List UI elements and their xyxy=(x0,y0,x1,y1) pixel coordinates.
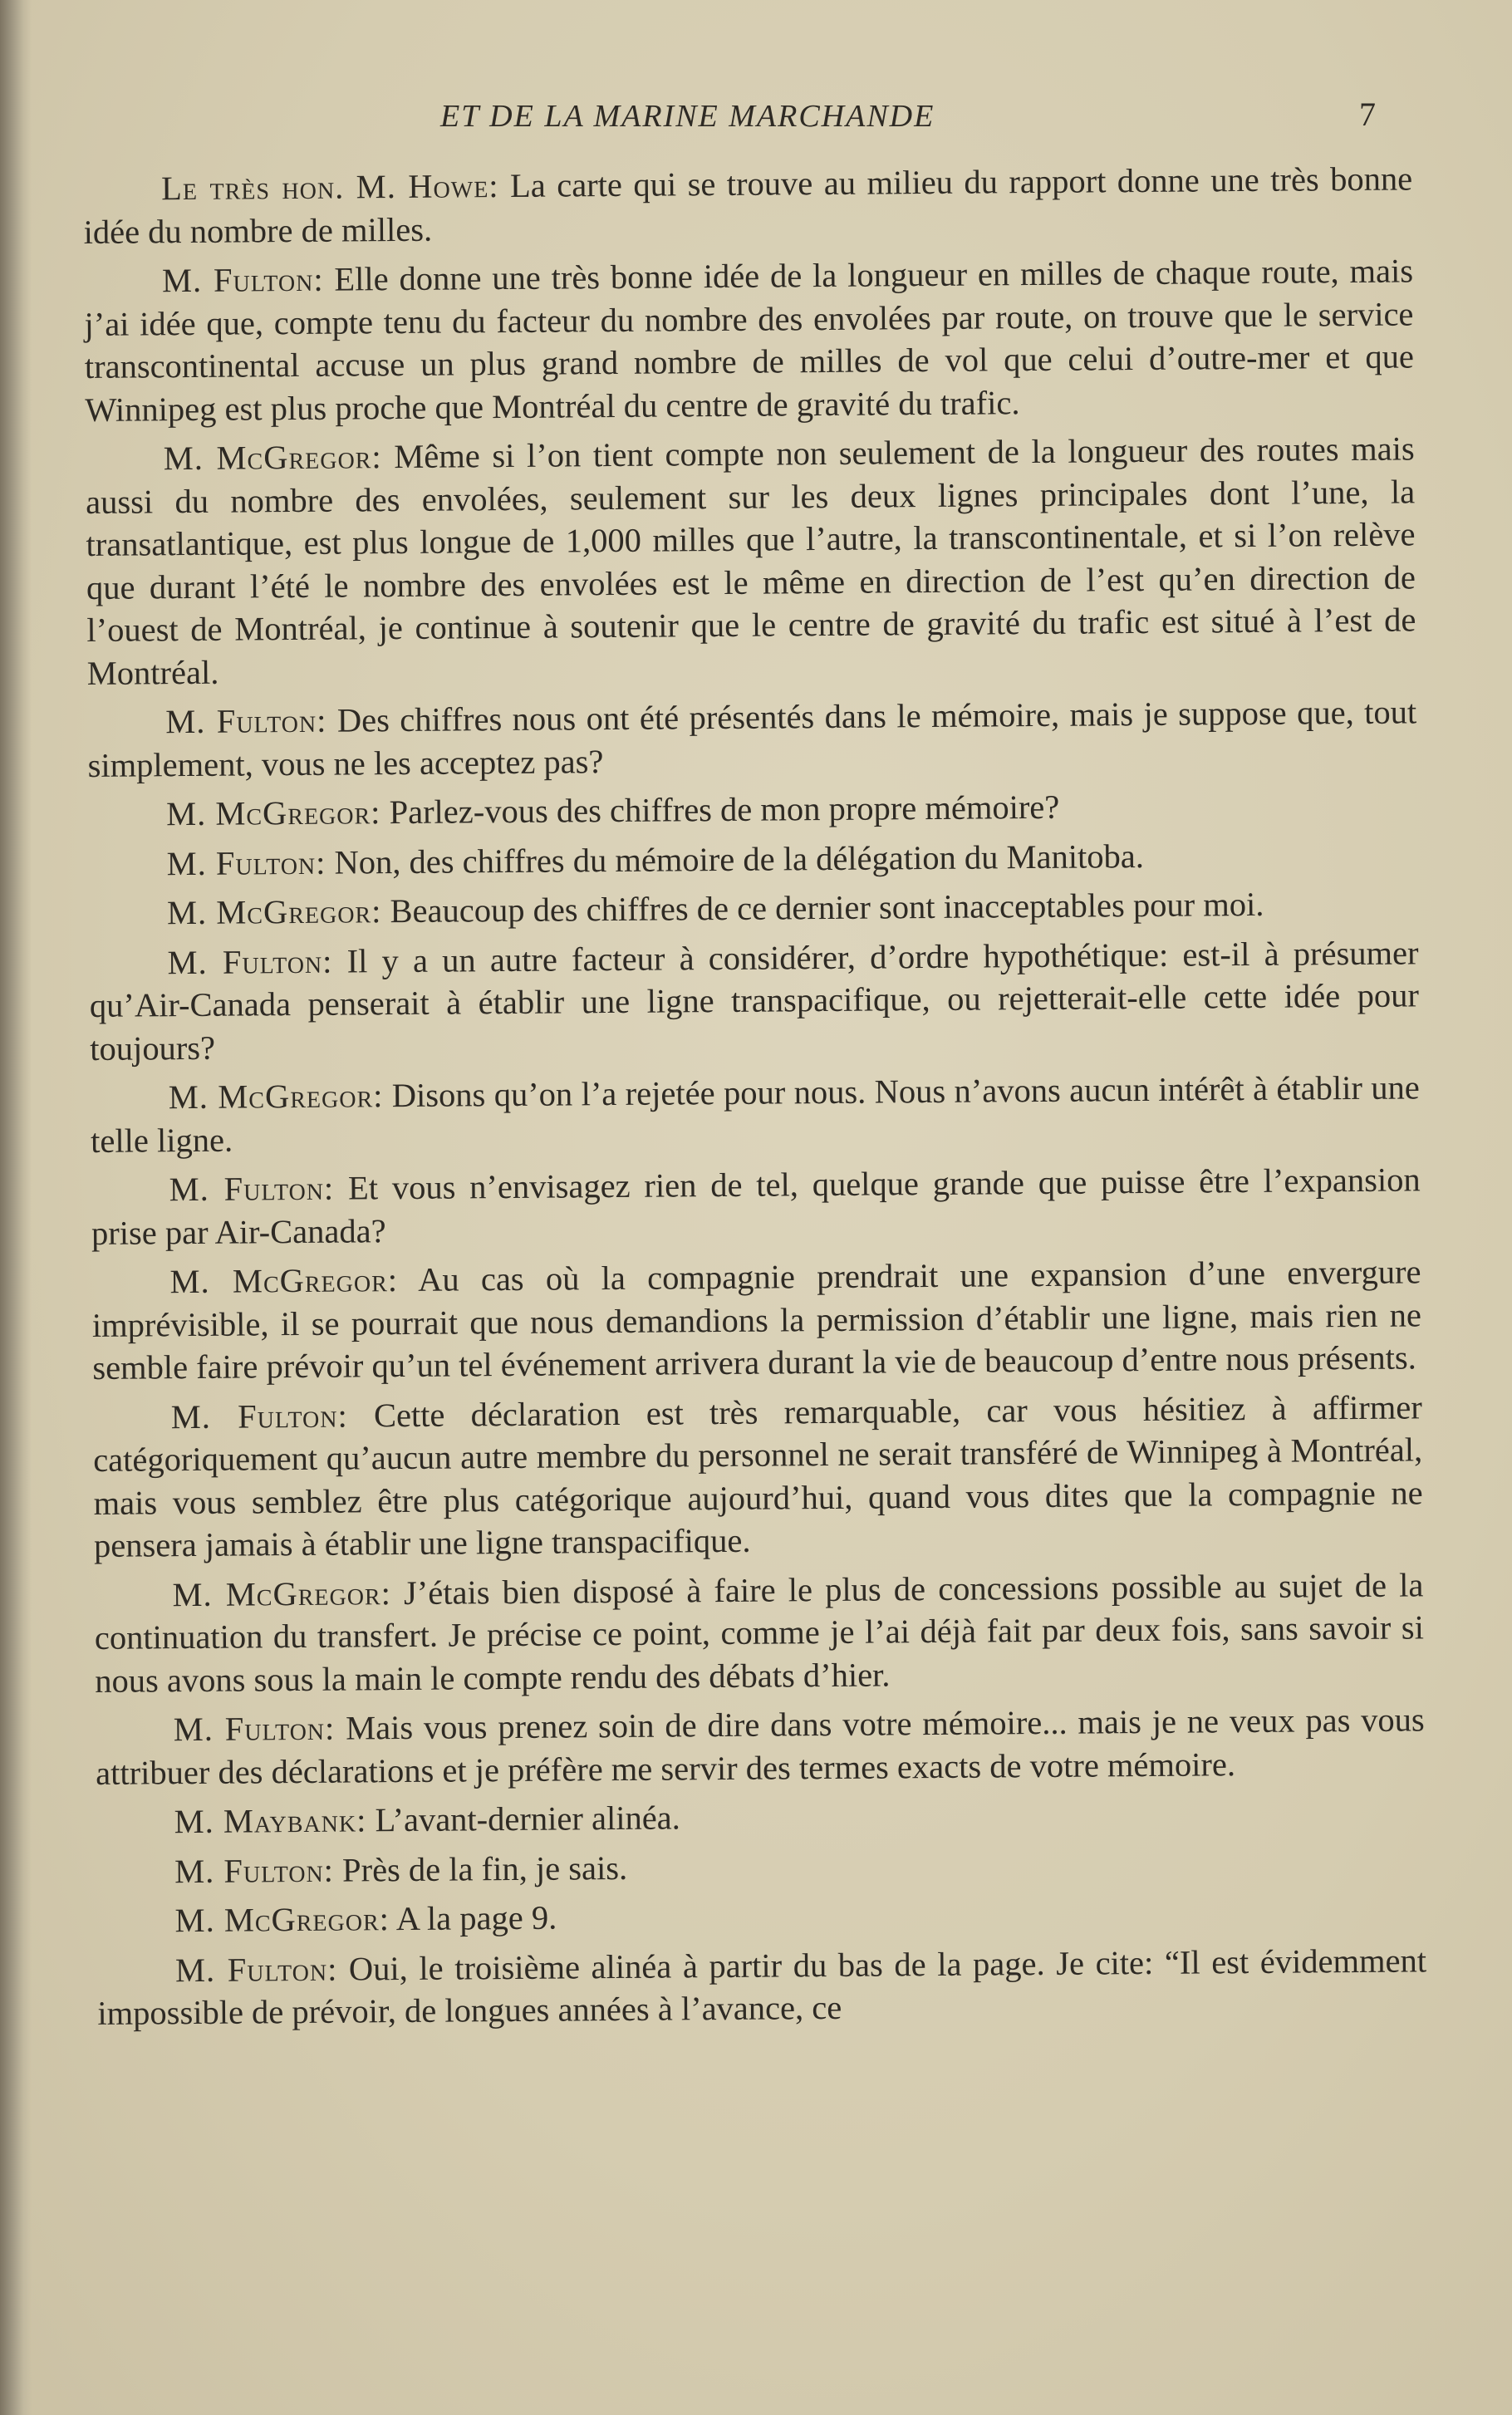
speech-text: Près de la fin, je sais. xyxy=(333,1848,628,1889)
speech-text: Beaucoup des chiffres de ce dernier sont inacceptables pour moi. xyxy=(381,885,1264,930)
paragraph xyxy=(88,783,1417,836)
paragraph xyxy=(83,157,1413,253)
speaker-name: M. Fulton: xyxy=(166,843,326,882)
paragraph xyxy=(93,1386,1424,1568)
paragraph xyxy=(96,1698,1426,1794)
speaker-name: M. McGregor: xyxy=(174,1900,390,1940)
speaker-name: M. Fulton: xyxy=(161,260,324,300)
running-head: ET DE LA MARINE MARCHANDE xyxy=(440,99,935,134)
speech-text: Des chiffres nous ont été présentés dans le mémoire, mais je suppose que, tout simplement, vous ne les acceptez pas? xyxy=(87,693,1417,784)
speaker-name: M. McGregor: xyxy=(172,1573,392,1613)
speech-text: La carte qui se trouve au milieu du rapport donne une très bonne idée du nombre de milles. xyxy=(83,160,1413,251)
speaker-name: M. Fulton: xyxy=(170,1396,348,1436)
speech-text: Il y a un autre facteur à considérer, d’ordre hypothétique: est-il à présumer qu’Air-Canada penserait à établir une ligne transpacifique, ou rejetterait-elle cette idée pour toujours? xyxy=(89,933,1420,1068)
paragraph xyxy=(96,1790,1425,1843)
speaker-name: M. Fulton: xyxy=(165,701,327,741)
paragraph xyxy=(88,832,1417,886)
speech-text: L’avant-dernier alinéa. xyxy=(366,1799,680,1839)
paragraph xyxy=(96,1889,1426,1942)
paragraph xyxy=(91,1066,1421,1162)
speech-text: Disons qu’on l’a rejetée pour nous. Nous n’avons aucun intérêt à établir une telle ligne. xyxy=(91,1068,1420,1160)
speech-text: Oui, le troisième alinéa à partir du bas de la page. Je cite: “Il est évidemment impossible de prévoir, de longues années à l’avance, ce xyxy=(97,1941,1427,2032)
paragraph xyxy=(96,1840,1426,1893)
speaker-name: M. McGregor: xyxy=(169,1261,399,1301)
paragraph xyxy=(89,881,1418,935)
speech-text: Non, des chiffres du mémoire de la délégation du Manitoba. xyxy=(326,837,1145,881)
speaker-name: M. Maybank: xyxy=(174,1801,367,1841)
paragraph xyxy=(86,427,1416,695)
paragraph xyxy=(87,690,1417,787)
speaker-name: M. McGregor: xyxy=(163,438,382,478)
speaker-name: Le très hon. M. Howe: xyxy=(161,167,499,208)
book-spine-shadow xyxy=(0,0,32,2415)
speaker-name: M. McGregor: xyxy=(165,793,381,833)
speaker-name: M. Fulton: xyxy=(174,1950,338,1989)
body-text xyxy=(83,157,1427,2041)
speaker-name: M. Fulton: xyxy=(173,1709,336,1749)
speech-text: Au cas où la compagnie prendrait une expansion d’une envergure imprévisible, il se pourrait que nous demandions la permission d’établir une ligne, mais rien ne semble faire prévoir qu’un tel événement arrivera durant la vie de beaucoup d’entre nous présents. xyxy=(91,1253,1422,1387)
speaker-name: M. McGregor: xyxy=(166,892,382,932)
paragraph xyxy=(91,1250,1421,1389)
page-number: 7 xyxy=(1359,96,1376,133)
speech-text: Parlez-vous des chiffres de mon propre mémoire? xyxy=(380,788,1060,832)
speaker-name: M. McGregor: xyxy=(168,1077,384,1117)
paragraph xyxy=(97,1939,1427,2035)
paragraph xyxy=(94,1563,1424,1702)
speech-text: Mais vous prenez soin de dire dans votre mémoire... mais je ne veux pas vous attribuer des déclarations et je préfère me servir des termes exacts de votre mémoire. xyxy=(95,1701,1425,1792)
paragraph xyxy=(89,931,1419,1070)
speaker-name: M. Fulton: xyxy=(167,942,333,981)
paragraph xyxy=(84,249,1415,431)
speaker-name: M. Fulton: xyxy=(174,1851,335,1890)
speaker-name: M. Fulton: xyxy=(169,1169,335,1209)
speech-text: Elle donne une très bonne idée de la longueur en milles de chaque route, mais j’ai idée que, compte tenu du facteur du nombre des envolées par route, on trouve que le service transcontinental accuse un plus grand nombre de milles de vol que celui d’outre-mer et que Winnipeg est plus proche que Montréal du centre de gravité du trafic. xyxy=(84,252,1415,429)
speech-text: J’étais bien disposé à faire le plus de concessions possible au sujet de la continuation du transfert. Je précise ce point, comme je l’ai déjà fait par deux fois, sans savoir si nous avons sous la main le compte rendu des débats d’hier. xyxy=(94,1565,1425,1700)
speech-text: A la page 9. xyxy=(389,1898,557,1938)
speech-text: Et vous n’envisagez rien de tel, quelque grande que puisse être l’expansion prise par Air-Canada? xyxy=(91,1161,1421,1252)
paragraph xyxy=(91,1158,1421,1254)
speech-text: Même si l’on tient compte non seulement de la longueur des routes mais aussi du nombre des envolées, seulement sur les deux lignes principales dont l’une, la transatlantique, est plus longue de 1,000 milles que l’autre, la transcontinentale, et si l’on relève que durant l’été le nombre des envolées est le même en direction de l’est qu’en direction de l’ouest de Montréal, je continue à soutenir que le centre de gravité du trafic est situé à l’est de Montréal. xyxy=(85,429,1416,692)
speech-text: Cette déclaration est très remarquable, car vous hésitiez à affirmer catégoriquement qu’aucun autre membre du personnel ne serait transféré de Winnipeg à Montréal, mais vous semblez être plus catégorique aujourd’hui, quand vous dites que la compagnie ne pensera jamais à établir une ligne transpacifique. xyxy=(93,1387,1423,1564)
